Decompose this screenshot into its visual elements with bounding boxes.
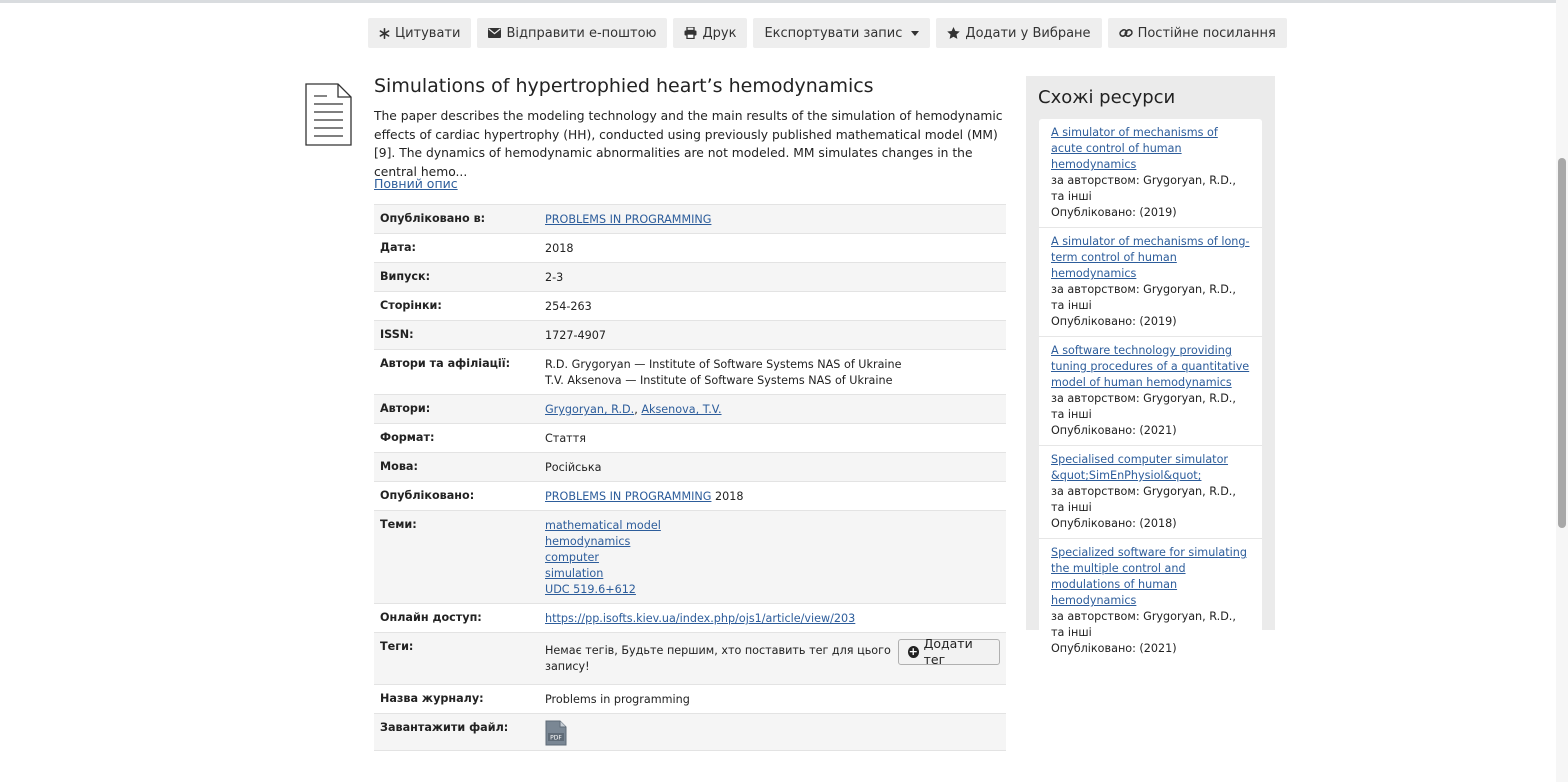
similar-resource-link[interactable]: A simulator of mechanisms of long-term control of human hemodynamics xyxy=(1051,235,1250,280)
similar-resource-published: Опубліковано: (2021) xyxy=(1051,642,1177,655)
tags-label: Теги: xyxy=(374,633,539,685)
detail-row-journal-name xyxy=(374,685,1006,714)
printer-icon xyxy=(684,27,697,39)
author-link[interactable]: Grygoryan, R.D. xyxy=(545,403,635,416)
language-value: Російська xyxy=(539,453,1006,482)
issn-label: ISSN: xyxy=(374,321,539,350)
document-format-icon xyxy=(305,83,352,146)
pdf-icon-label: PDF xyxy=(550,734,562,742)
caret-down-icon xyxy=(911,31,919,36)
permalink-button[interactable] xyxy=(1108,18,1287,48)
online-access-label: Онлайн доступ: xyxy=(374,604,539,633)
published-journal-link[interactable]: PROBLEMS IN PROGRAMMING xyxy=(545,490,712,503)
detail-row-date xyxy=(374,234,1006,263)
star-icon xyxy=(947,27,960,39)
add-to-favorites-button[interactable] xyxy=(936,18,1101,48)
similar-resource-link[interactable]: A software technology providing tuning procedures of a quantitative model of human hemodynamics xyxy=(1051,344,1250,389)
asterisk-icon xyxy=(379,28,390,39)
detail-row-online-access xyxy=(374,604,1006,633)
detail-row-authors xyxy=(374,395,1006,424)
issue-label: Випуск: xyxy=(374,263,539,292)
affiliations-label: Автори та афіліації: xyxy=(374,350,539,395)
favorites-button-label: Додати у Вибране xyxy=(965,25,1091,41)
issn-value: 1727-4907 xyxy=(539,321,1006,350)
topic-link[interactable]: hemodynamics xyxy=(545,535,631,548)
envelope-icon xyxy=(488,28,501,38)
record-title: Simulations of hypertrophied heart’s hemodynamics xyxy=(374,75,874,97)
email-button[interactable] xyxy=(477,18,667,48)
topic-link[interactable]: mathematical model xyxy=(545,519,661,532)
similar-resource-link[interactable]: A simulator of mechanisms of acute control of human hemodynamics xyxy=(1051,126,1218,171)
authors-label: Автори: xyxy=(374,395,539,424)
download-label: Завантажити файл: xyxy=(374,714,539,751)
detail-row-issn xyxy=(374,321,1006,350)
pages-label: Сторінки: xyxy=(374,292,539,321)
journal-name-value: Problems in programming xyxy=(539,685,1006,714)
record-toolbar xyxy=(368,18,1287,48)
similar-resource-authors: за авторством: Grygoryan, R.D., та інші xyxy=(1051,392,1236,421)
list-item xyxy=(1039,228,1262,337)
date-label: Дата: xyxy=(374,234,539,263)
topics-label: Теми: xyxy=(374,511,539,604)
similar-resource-link[interactable]: Specialised computer simulator &quot;SimEnPhysiol&quot; xyxy=(1051,453,1229,482)
similar-resource-authors: за авторством: Grygoryan, R.D., та інші xyxy=(1051,174,1236,203)
similar-resources-panel xyxy=(1026,76,1275,655)
similar-resource-authors: за авторством: Grygoryan, R.D., та інші xyxy=(1051,485,1236,514)
detail-row-language xyxy=(374,453,1006,482)
list-item xyxy=(1039,446,1262,539)
print-button[interactable] xyxy=(673,18,747,48)
email-button-label: Відправити е-поштою xyxy=(506,25,657,41)
similar-resource-link[interactable]: Specialized software for simulating the multiple control and modulations of human hemodynamics xyxy=(1051,546,1247,607)
published-in-link[interactable]: PROBLEMS IN PROGRAMMING xyxy=(545,213,712,226)
detail-row-affiliations xyxy=(374,350,1006,395)
scrollbar-thumb[interactable] xyxy=(1558,158,1566,528)
affiliation-line: R.D. Grygoryan — Institute of Software Systems NAS of Ukraine xyxy=(545,358,902,371)
list-item xyxy=(1039,119,1262,228)
affiliation-line: T.V. Aksenova — Institute of Software Systems NAS of Ukraine xyxy=(545,374,893,387)
format-label: Формат: xyxy=(374,424,539,453)
similar-resources-list xyxy=(1039,119,1262,663)
list-item xyxy=(1039,539,1262,663)
published-year: 2018 xyxy=(715,490,744,503)
author-separator: , xyxy=(634,403,642,416)
print-button-label: Друк xyxy=(702,25,737,41)
record-details-table xyxy=(374,204,1006,751)
detail-row-topics xyxy=(374,511,1006,604)
page-scrollbar[interactable] xyxy=(1556,0,1568,782)
date-value: 2018 xyxy=(539,234,1006,263)
format-value: Стаття xyxy=(539,424,1006,453)
similar-resource-published: Опубліковано: (2019) xyxy=(1051,315,1177,328)
similar-resource-authors: за авторством: Grygoryan, R.D., та інші xyxy=(1051,283,1236,312)
similar-resources-title: Схожі ресурси xyxy=(1038,87,1176,108)
similar-resource-authors: за авторством: Grygoryan, R.D., та інші xyxy=(1051,610,1236,639)
author-link[interactable]: Aksenova, T.V. xyxy=(641,403,722,416)
published-label: Опубліковано: xyxy=(374,482,539,511)
export-record-dropdown[interactable] xyxy=(753,18,930,48)
export-button-label: Експортувати запис xyxy=(764,25,903,41)
no-tags-text: Немає тегів, Будьте першим, хто поставить тег для цього запису! xyxy=(545,644,891,673)
topic-link[interactable]: UDC 519.6+612 xyxy=(545,583,636,596)
cite-button[interactable] xyxy=(368,18,471,48)
detail-row-pages xyxy=(374,292,1006,321)
detail-row-published xyxy=(374,482,1006,511)
cite-button-label: Цитувати xyxy=(395,25,461,41)
similar-resource-published: Опубліковано: (2021) xyxy=(1051,424,1177,437)
top-border xyxy=(0,0,1568,3)
issue-value: 2-3 xyxy=(539,263,1006,292)
add-tag-button[interactable] xyxy=(898,636,1000,667)
language-label: Мова: xyxy=(374,453,539,482)
permalink-button-label: Постійне посилання xyxy=(1137,25,1276,41)
online-access-link[interactable]: https://pp.isofts.kiev.ua/index.php/ojs1/article/view/203 xyxy=(545,612,856,625)
link-icon xyxy=(1119,27,1133,39)
full-description-link[interactable]: Повний опис xyxy=(374,176,458,191)
detail-row-download xyxy=(374,714,1006,751)
detail-row-tags xyxy=(374,633,1006,685)
pages-value: 254-263 xyxy=(539,292,1006,321)
detail-row-format xyxy=(374,424,1006,453)
similar-resource-published: Опубліковано: (2018) xyxy=(1051,517,1177,530)
detail-row-published-in xyxy=(374,205,1006,234)
journal-name-label: Назва журналу: xyxy=(374,685,539,714)
list-item xyxy=(1039,337,1262,446)
similar-resource-published: Опубліковано: (2019) xyxy=(1051,206,1177,219)
topic-link[interactable]: simulation xyxy=(545,567,604,580)
record-abstract: The paper describes the modeling technology and the main results of the simulation of hemodynamic effects of cardiac hypertrophy (HH), conducted using previously published mathematical model (MM) [9]. The dynamics of hemodynamic abnormalities are not modeled. MM simulates changes in the central hemo... xyxy=(374,109,1003,180)
pdf-file-icon[interactable] xyxy=(545,720,567,746)
add-tag-button-label: Додати тег xyxy=(923,636,973,667)
detail-row-issue xyxy=(374,263,1006,292)
topic-link[interactable]: computer xyxy=(545,551,599,564)
published-in-label: Опубліковано в: xyxy=(374,205,539,234)
plus-circle-icon: + xyxy=(908,645,918,658)
